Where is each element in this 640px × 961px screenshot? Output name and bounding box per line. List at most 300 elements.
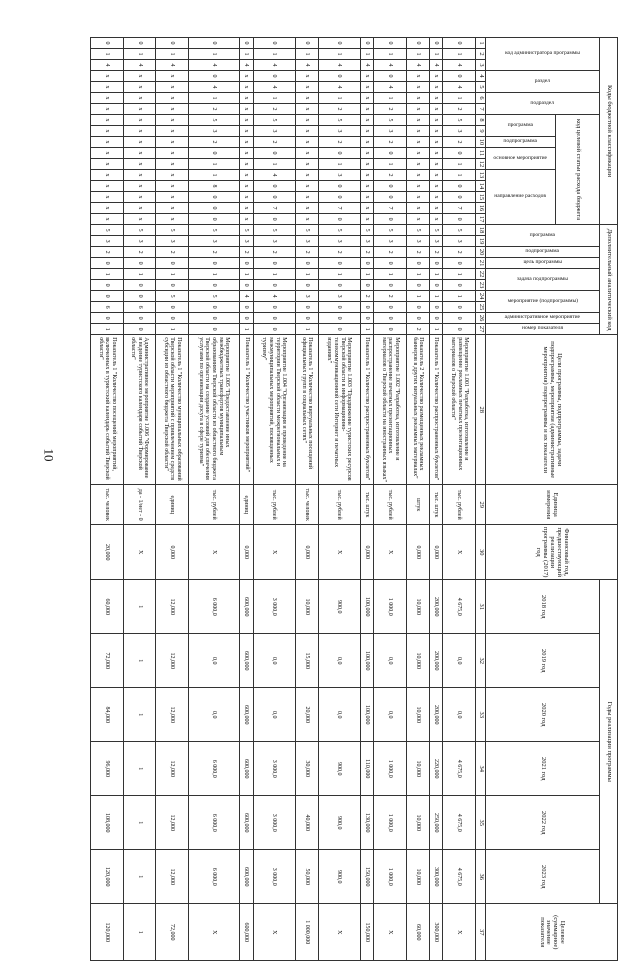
row-final-value: X	[443, 904, 476, 961]
code-cell: 5	[123, 225, 156, 236]
code-cell: 4	[443, 60, 476, 71]
row-final-value: 1 000,000	[295, 904, 318, 961]
code-cell: 0	[156, 258, 189, 269]
code-cell: x	[123, 137, 156, 148]
base-year-header: Финансовый год, предшествующий реализации программы (2017) год	[486, 525, 618, 580]
row-name: Показатель 1 "Количество распространенных буклетов"	[429, 335, 443, 485]
column-index-22: 22	[476, 269, 486, 280]
code-cell: 1	[188, 170, 239, 181]
code-cell: 0	[406, 302, 429, 313]
code-cell: x	[360, 192, 374, 203]
main-activity-header	[486, 148, 556, 170]
code-cell: 0	[406, 280, 429, 291]
code-cell: x	[91, 170, 124, 181]
code-cell: 0	[360, 280, 374, 291]
row-year-value: 120,000	[91, 850, 124, 904]
code-cell: 4	[318, 60, 360, 71]
code-cell: x	[360, 71, 374, 82]
code-cell: 1	[239, 324, 253, 335]
code-cell: 2	[374, 247, 407, 258]
row-year-value: 6 000,0	[188, 742, 239, 796]
code-cell: 0	[374, 214, 407, 225]
code-cell: 1	[188, 159, 239, 170]
code-cell: 0	[443, 181, 476, 192]
code-cell: x	[429, 104, 443, 115]
row-year-value: 1	[123, 688, 156, 742]
code-cell: 0	[374, 38, 407, 49]
row-year-value: 6 000,0	[188, 580, 239, 634]
column-index-1: 1	[476, 38, 486, 49]
code-cell: 0	[253, 192, 295, 203]
row-base-value: 20,000	[91, 525, 124, 580]
row-year-value: 1	[123, 796, 156, 850]
code-cell: 7	[443, 203, 476, 214]
code-cell: 1	[443, 159, 476, 170]
code-cell: 0	[374, 258, 407, 269]
column-index-29: 29	[476, 485, 486, 525]
code-cell: 1	[429, 49, 443, 60]
program-indicators-table	[90, 37, 618, 961]
row-year-value: 250,000	[429, 796, 443, 850]
code-cell: 0	[253, 148, 295, 159]
row-year-value: 1	[123, 742, 156, 796]
code-cell: 4	[253, 170, 295, 181]
code-cell: x	[406, 115, 429, 126]
row-year-value: 12,000	[156, 634, 189, 688]
row-unit: тыс. штук	[360, 485, 374, 525]
code-cell: x	[429, 93, 443, 104]
code-cell: x	[239, 71, 253, 82]
row-year-value: 108,000	[91, 796, 124, 850]
year-header-4: 2021 год	[486, 742, 600, 796]
code-cell: x	[156, 214, 189, 225]
code-cell: x	[295, 115, 318, 126]
row-year-value: 6 000,0	[188, 850, 239, 904]
row-unit: да - 1/нет - 0	[123, 485, 156, 525]
column-index-26: 26	[476, 313, 486, 324]
row-year-value: 40,000	[295, 796, 318, 850]
code-cell: 0	[239, 258, 253, 269]
code-cell: 1	[443, 49, 476, 60]
row-base-value: X	[188, 525, 239, 580]
code-cell: 0	[374, 192, 407, 203]
code-cell: 2	[253, 104, 295, 115]
row-name: Административное мероприятие 1.006 "Формирование и ведение туристского календаря событий Тверской области"	[123, 335, 156, 485]
code-cell: x	[239, 214, 253, 225]
row-year-value: 1	[123, 634, 156, 688]
code-cell: 0	[443, 302, 476, 313]
column-index-32: 32	[476, 634, 486, 688]
code-cell: 4	[406, 60, 429, 71]
code-cell: 3	[318, 291, 360, 302]
code-cell: 4	[156, 60, 189, 71]
code-cell: x	[239, 203, 253, 214]
code-cell: 1	[156, 324, 189, 335]
code-cell: x	[123, 104, 156, 115]
row-name: Показатель 2 "Количество размещенных рекламных баннеров в других визуальных рекламных материалах"	[406, 335, 429, 485]
row-year-value: 4 675,0	[443, 580, 476, 634]
code-cell: 0	[188, 38, 239, 49]
code-cell: 2	[360, 291, 374, 302]
code-cell: 0	[253, 38, 295, 49]
code-cell: 1	[360, 269, 374, 280]
code-cell: 0	[318, 214, 360, 225]
row-base-value: X	[123, 525, 156, 580]
code-cell: 4	[239, 60, 253, 71]
column-index-33: 33	[476, 688, 486, 742]
row-unit: тыс. рублей	[253, 485, 295, 525]
code-cell: 0	[443, 324, 476, 335]
column-index-20: 20	[476, 247, 486, 258]
code-cell: 1	[239, 49, 253, 60]
column-index-28: 28	[476, 335, 486, 485]
d-program-header	[486, 225, 600, 247]
code-cell: 1	[295, 269, 318, 280]
row-year-value: 0,0	[188, 634, 239, 688]
expense-dir-header	[486, 170, 556, 225]
column-index-3: 3	[476, 60, 486, 71]
row-year-value: 12,000	[156, 742, 189, 796]
code-cell: x	[360, 214, 374, 225]
code-cell: 0	[295, 280, 318, 291]
code-cell: 5	[429, 225, 443, 236]
code-cell: 1	[239, 269, 253, 280]
code-cell: x	[360, 93, 374, 104]
code-cell: 3	[318, 170, 360, 181]
code-cell: x	[360, 137, 374, 148]
code-cell: x	[360, 159, 374, 170]
row-name: Мероприятие 1.003 "Продвижение туристских ресурсов Тверской области в информационно-телекоммуникационной сети Интернет и печатных изданиях"	[318, 335, 360, 485]
code-cell: x	[239, 159, 253, 170]
row-year-value: 30,000	[295, 742, 318, 796]
row-unit: тыс. рублей	[188, 485, 239, 525]
code-cell: 4	[253, 60, 295, 71]
code-cell: x	[429, 137, 443, 148]
row-base-value: X	[443, 525, 476, 580]
code-cell: x	[91, 71, 124, 82]
code-cell: 0	[156, 280, 189, 291]
code-cell: 0	[123, 324, 156, 335]
code-cell: x	[406, 192, 429, 203]
code-cell: x	[123, 115, 156, 126]
code-cell: 0	[443, 71, 476, 82]
code-cell: x	[91, 104, 124, 115]
row-unit: тыс. человек	[91, 485, 124, 525]
code-cell: x	[239, 82, 253, 93]
row-year-value: 100,000	[360, 580, 374, 634]
row-year-value: 0,0	[318, 634, 360, 688]
code-cell: x	[156, 82, 189, 93]
table-row	[406, 38, 429, 961]
target-article-header: код целевой статьи расхода бюджета	[556, 115, 600, 225]
code-cell: 1	[429, 269, 443, 280]
row-base-value: X	[253, 525, 295, 580]
row-year-value: 900,0	[318, 580, 360, 634]
program-code-header-text: программа	[507, 121, 534, 128]
code-cell: 1	[253, 159, 295, 170]
table-row	[156, 38, 189, 961]
code-cell: 0	[188, 192, 239, 203]
row-name: Показатель 1 "Количество участников мероприятий"	[239, 335, 253, 485]
row-year-value: 1	[123, 580, 156, 634]
code-cell: 3	[374, 126, 407, 137]
code-cell: x	[406, 159, 429, 170]
table-row	[295, 38, 318, 961]
row-final-value: X	[253, 904, 295, 961]
code-cell: x	[156, 159, 189, 170]
code-cell: x	[239, 192, 253, 203]
row-year-value: 0,0	[374, 688, 407, 742]
code-cell: 0	[123, 258, 156, 269]
row-name: Показатель 1 "Количество распространенных буклетов"	[360, 335, 374, 485]
code-cell: 2	[443, 247, 476, 258]
code-cell: 3	[253, 126, 295, 137]
code-cell: x	[295, 82, 318, 93]
code-cell: 0	[318, 302, 360, 313]
column-index-35: 35	[476, 796, 486, 850]
row-year-value: 10,000	[406, 850, 429, 904]
code-cell: 0	[318, 192, 360, 203]
code-cell: 1	[295, 324, 318, 335]
row-year-value: 1	[123, 850, 156, 904]
code-cell: 1	[360, 324, 374, 335]
code-cell: 0	[123, 291, 156, 302]
code-cell: 2	[360, 247, 374, 258]
column-index-19: 19	[476, 236, 486, 247]
code-cell: 2	[406, 324, 429, 335]
d-program-header-text: программа	[529, 231, 556, 238]
row-year-value: 100,000	[360, 688, 374, 742]
column-index-36: 36	[476, 850, 486, 904]
code-cell: 4	[253, 82, 295, 93]
code-cell: x	[406, 71, 429, 82]
row-year-value: 600,000	[239, 742, 253, 796]
section-header	[486, 71, 600, 93]
year-header-5: 2022 год	[486, 796, 600, 850]
code-cell: 2	[429, 247, 443, 258]
table-row	[123, 38, 156, 961]
code-cell: 1	[156, 49, 189, 60]
row-year-value: 900,0	[318, 742, 360, 796]
code-cell: x	[429, 203, 443, 214]
code-cell: x	[295, 137, 318, 148]
code-cell: x	[406, 214, 429, 225]
column-index-27: 27	[476, 324, 486, 335]
code-cell: 4	[374, 60, 407, 71]
code-cell: 0	[239, 302, 253, 313]
code-cell: 6	[91, 302, 124, 313]
code-cell: x	[429, 126, 443, 137]
code-cell: 2	[253, 137, 295, 148]
table-row	[253, 38, 295, 961]
code-cell: 1	[156, 269, 189, 280]
code-cell: 2	[443, 104, 476, 115]
row-unit: тыс. человек	[295, 485, 318, 525]
year-header-2: 2019 год	[486, 634, 600, 688]
row-year-value: 12,000	[156, 796, 189, 850]
code-cell: x	[156, 192, 189, 203]
code-cell: 0	[443, 192, 476, 203]
code-cell: x	[429, 214, 443, 225]
code-cell: x	[239, 148, 253, 159]
subsection-header	[486, 93, 600, 115]
code-cell: 0	[374, 71, 407, 82]
code-cell: 0	[318, 181, 360, 192]
code-cell: x	[123, 192, 156, 203]
code-cell: 4	[374, 82, 407, 93]
d-activity-header	[486, 291, 600, 313]
code-cell: x	[239, 115, 253, 126]
code-cell: 2	[318, 247, 360, 258]
row-year-value: 6 000,0	[188, 796, 239, 850]
code-cell: x	[406, 137, 429, 148]
d-subprogram-header	[486, 247, 600, 258]
code-cell: 4	[295, 60, 318, 71]
code-cell: 0	[91, 258, 124, 269]
row-unit: единиц	[156, 485, 189, 525]
unit-header: Единица измерения	[486, 485, 618, 525]
code-cell: 7	[374, 203, 407, 214]
admin-code-header-text: код администратора программы	[505, 50, 580, 57]
row-name: Мероприятие 1.005 "Предоставление иных межбюджетных трансфертов муниципальным образованиям Тверской области из областного бюджета Тверской области на создание условий для обеспечения услугами по организации досуга в сфере туризма"	[188, 335, 239, 485]
code-cell: 1	[91, 324, 124, 335]
code-cell: x	[156, 115, 189, 126]
row-year-value: 0,0	[253, 634, 295, 688]
code-cell: 1	[253, 49, 295, 60]
table-frame	[90, 37, 618, 950]
final-value-header: Целевое (суммарное) значение показателя	[486, 904, 618, 961]
d-subprogram-header-text: подпрограмма	[525, 248, 560, 255]
code-cell: x	[360, 82, 374, 93]
code-cell: 0	[253, 214, 295, 225]
row-year-value: 0,0	[374, 634, 407, 688]
table-row	[91, 38, 124, 961]
code-cell: 1	[123, 269, 156, 280]
code-cell: 3	[318, 126, 360, 137]
table-row	[360, 38, 374, 961]
code-cell: x	[360, 181, 374, 192]
code-cell: 1	[374, 159, 407, 170]
row-base-value: 0,000	[156, 525, 189, 580]
d-indicator-header	[486, 324, 600, 335]
year-header-1: 2018 год	[486, 580, 600, 634]
code-cell: 0	[374, 324, 407, 335]
code-cell: 0	[188, 71, 239, 82]
code-cell: x	[91, 181, 124, 192]
row-year-value: 72,000	[91, 634, 124, 688]
budget-class-header: Коды бюджетной классификации	[600, 38, 618, 225]
code-cell: 1	[429, 291, 443, 302]
row-year-value: 200,000	[429, 580, 443, 634]
code-cell: x	[123, 170, 156, 181]
row-year-value: 10,000	[406, 796, 429, 850]
code-cell: 0	[91, 313, 124, 324]
code-cell: 0	[374, 148, 407, 159]
code-cell: 3	[374, 236, 407, 247]
code-cell: x	[239, 104, 253, 115]
code-cell: 2	[239, 247, 253, 258]
code-cell: 4	[443, 82, 476, 93]
code-cell: 4	[123, 60, 156, 71]
table-row	[374, 38, 407, 961]
code-cell: x	[123, 159, 156, 170]
code-cell: 1	[253, 93, 295, 104]
expense-dir-header-text: направление расходов	[494, 193, 547, 200]
code-cell: 5	[253, 225, 295, 236]
row-year-value: 100,000	[360, 634, 374, 688]
code-cell: x	[239, 126, 253, 137]
row-name: Мероприятие 1.004 "Организация и проведение на территории Тверской области межрегиональных и межмуниципальных мероприятий, посвященных туризму"	[253, 335, 295, 485]
column-index-2: 2	[476, 49, 486, 60]
code-cell: x	[295, 126, 318, 137]
row-year-value: 50,000	[295, 850, 318, 904]
code-cell: 2	[156, 247, 189, 258]
code-cell: 8	[188, 181, 239, 192]
code-cell: x	[429, 115, 443, 126]
code-cell: 3	[156, 236, 189, 247]
code-cell: x	[429, 181, 443, 192]
row-year-value: 600,000	[239, 688, 253, 742]
code-cell: 0	[123, 313, 156, 324]
code-cell: 0	[318, 313, 360, 324]
code-cell: 2	[295, 247, 318, 258]
code-cell: 1	[318, 49, 360, 60]
code-cell: 4	[91, 60, 124, 71]
row-unit: штук	[406, 485, 429, 525]
row-year-value: 15,000	[295, 634, 318, 688]
code-cell: 0	[443, 258, 476, 269]
code-cell: 3	[123, 236, 156, 247]
code-cell: x	[156, 181, 189, 192]
code-cell: x	[91, 115, 124, 126]
code-cell: 0	[374, 181, 407, 192]
code-cell: x	[91, 82, 124, 93]
code-cell: x	[406, 82, 429, 93]
code-cell: x	[406, 181, 429, 192]
table-row	[443, 38, 476, 961]
code-cell: 0	[156, 38, 189, 49]
code-cell: x	[406, 93, 429, 104]
row-base-value: 0,000	[295, 525, 318, 580]
code-cell: x	[295, 170, 318, 181]
row-year-value: 10,000	[295, 580, 318, 634]
row-name: Показатель 1 "Количество муниципальных образований Тверской области мероприятий с привлечением средств субсидии из областного бюджета Тверской области"	[156, 335, 189, 485]
code-cell: 2	[91, 247, 124, 258]
code-cell: 0	[156, 313, 189, 324]
code-cell: x	[123, 93, 156, 104]
row-name: Мероприятие 1.002 "Разработка, изготовление и распространение печатных презентационных материалов о Тверской области на иностранных языках"	[374, 335, 407, 485]
code-cell: x	[91, 214, 124, 225]
section-header-text: раздел	[534, 77, 551, 84]
row-year-value: 300,000	[429, 850, 443, 904]
code-cell: 4	[188, 60, 239, 71]
code-cell: 0	[295, 38, 318, 49]
row-name: Мероприятие 1.001 "Разработка, изготовление и размещение рекламных печатных презентационных материалов о Тверской области"	[443, 335, 476, 485]
years-header: Годы реализации программы	[600, 580, 618, 904]
code-cell: 5	[374, 115, 407, 126]
rotated-table-wrapper	[90, 37, 618, 950]
row-base-value: X	[318, 525, 360, 580]
code-cell: x	[429, 170, 443, 181]
code-cell: x	[91, 137, 124, 148]
name-header: Цели программы, подпрограммы, задачи подпрограммы, мероприятия (административные мероприятия) подпрограммы и их показатели	[486, 335, 618, 485]
d-admin-activity-header-text: административное мероприятие	[504, 314, 581, 321]
code-cell: x	[123, 82, 156, 93]
column-index-37: 37	[476, 904, 486, 961]
admin-code-header	[486, 38, 600, 71]
code-cell: 0	[188, 324, 239, 335]
code-cell: x	[295, 203, 318, 214]
